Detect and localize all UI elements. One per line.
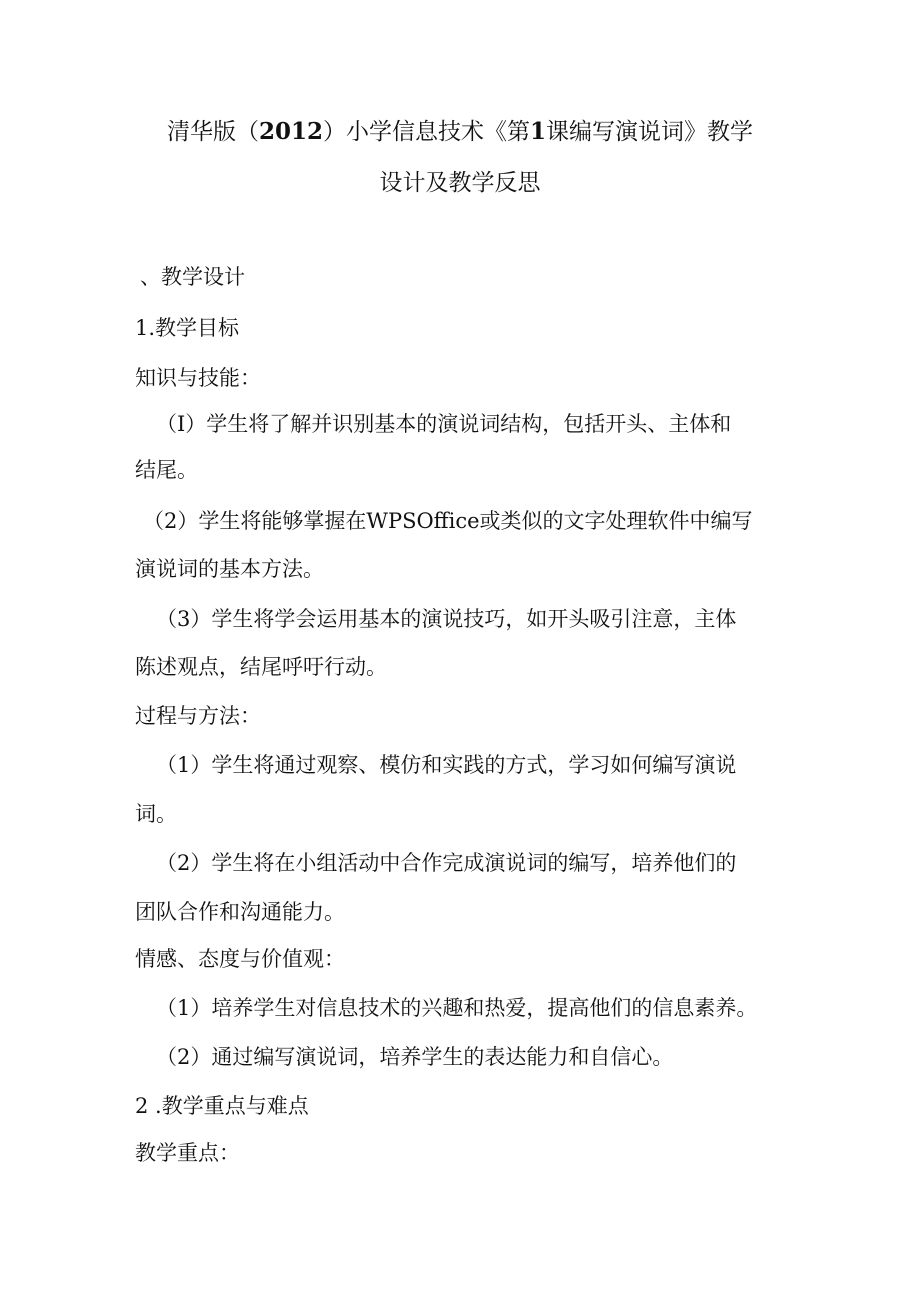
document-title-line-2: 设计及教学反思 <box>379 170 541 196</box>
paragraph-line: （2）通过编写演说词，培养学生的表达能力和自信心。 <box>156 1045 674 1069</box>
paragraph-line: （1）学生将通过观察、模仿和实践的方式，学习如何编写演说 <box>156 753 737 777</box>
paragraph-line: （2）学生将能够掌握在WPSOffice或类似的文字处理软件中编写 <box>143 509 753 533</box>
category-heading: 教学重点： <box>135 1141 240 1165</box>
paragraph-line: 结尾。 <box>135 458 198 482</box>
title-suffix: 课编写演说词》教学 <box>546 119 754 145</box>
paragraph-line: 陈述观点，结尾呼吁行动。 <box>135 655 387 679</box>
paragraph-line: （I）学生将了解并识别基本的演说词结构，包括开头、主体和 <box>156 412 732 436</box>
category-heading: 过程与方法： <box>135 704 261 728</box>
category-heading: 情感、态度与价值观： <box>135 947 345 971</box>
category-heading: 知识与技能： <box>135 366 261 390</box>
title-middle: ）小学信息技术《第 <box>323 119 530 145</box>
subsection-heading: 2 .教学重点与难点 <box>135 1094 309 1118</box>
paragraph-line: （2）学生将在小组活动中合作完成演说词的编写，培养他们的 <box>156 851 737 875</box>
title-prefix: 清华版（ <box>166 119 259 145</box>
document-title-line-1 <box>0 117 920 147</box>
paragraph-line: （3）学生将学会运用基本的演说技巧，如开头吸引注意，主体 <box>156 607 737 631</box>
paragraph-line: 团队合作和沟通能力。 <box>135 900 345 924</box>
paragraph-line: 词。 <box>135 802 177 826</box>
paragraph-line: （1）培养学生对信息技术的兴趣和热爱，提高他们的信息素养。 <box>156 996 758 1020</box>
title-year: 2012 <box>258 118 323 145</box>
paragraph-line: 演说词的基本方法。 <box>135 557 324 581</box>
subsection-heading: 1.教学目标 <box>135 316 240 340</box>
section-heading: 、教学设计 <box>140 265 245 289</box>
title-lesson-number: 1 <box>530 118 547 145</box>
